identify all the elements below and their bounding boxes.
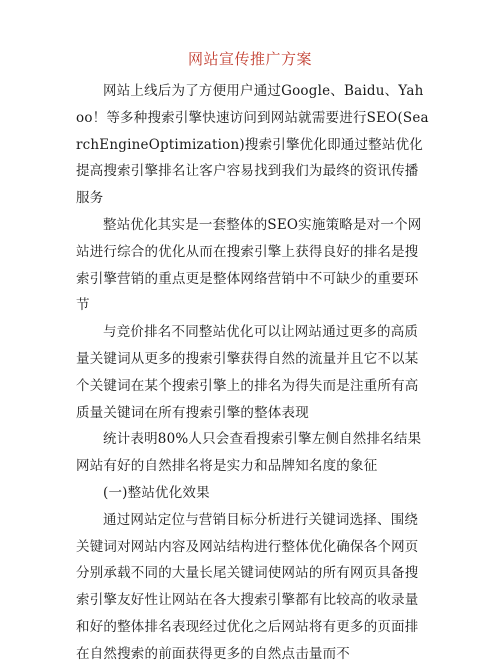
section-heading: (一)整站优化效果 [103,484,210,501]
paragraph-optimization-effect: 通过网站定位与营销目标分析进行关键词选择、围绕关键词对网站内容及网站结构进行整体优化确保各个网页分别承载不同的大量长尾关键词使网站的所有网页具备搜索引擎友好性让网站在各大搜索引擎都有比较高的收录量和好的整体排名表现经过优化之后网站将有更多的页面排在自然搜索的前面获得更多的自然点击量而不 [76,511,419,662]
document-body [76,78,431,668]
document-title: 网站宣传推广方案 [187,50,312,68]
paragraph-bidding-comparison: 与竞价排名不同整站优化可以让网站通过更多的高质量关键词从更多的搜索引擎获得自然的流量并且它不以某个关键词在某个搜索引擎上的排名为得失而是注重所有高质量关键词在所有搜索引擎的整体表现 [76,324,419,421]
paragraph-site-optimization: 整站优化其实是一套整体的SEO实施策略是对一个网站进行综合的优化从而在搜索引擎上获得良好的排名是搜索引擎营销的重点更是整体网络营销中不可缺少的重要环节 [76,216,422,314]
paragraph-seo-intro: 网站上线后为了方便用户通过Google、Baidu、Yahoo！等多种搜索引擎快速访问到网站就需要进行SEO(SearchEngineOptimization)搜索引擎优化即通过整站优化提高搜索引擎排名让客户容易找到我们为最终的资讯传播服务 [76,83,429,207]
paragraph-statistics: 统计表明80%人只会查看搜索引擎左侧自然排名结果网站有好的自然排名将是实力和品牌知名度的象征 [76,431,422,475]
